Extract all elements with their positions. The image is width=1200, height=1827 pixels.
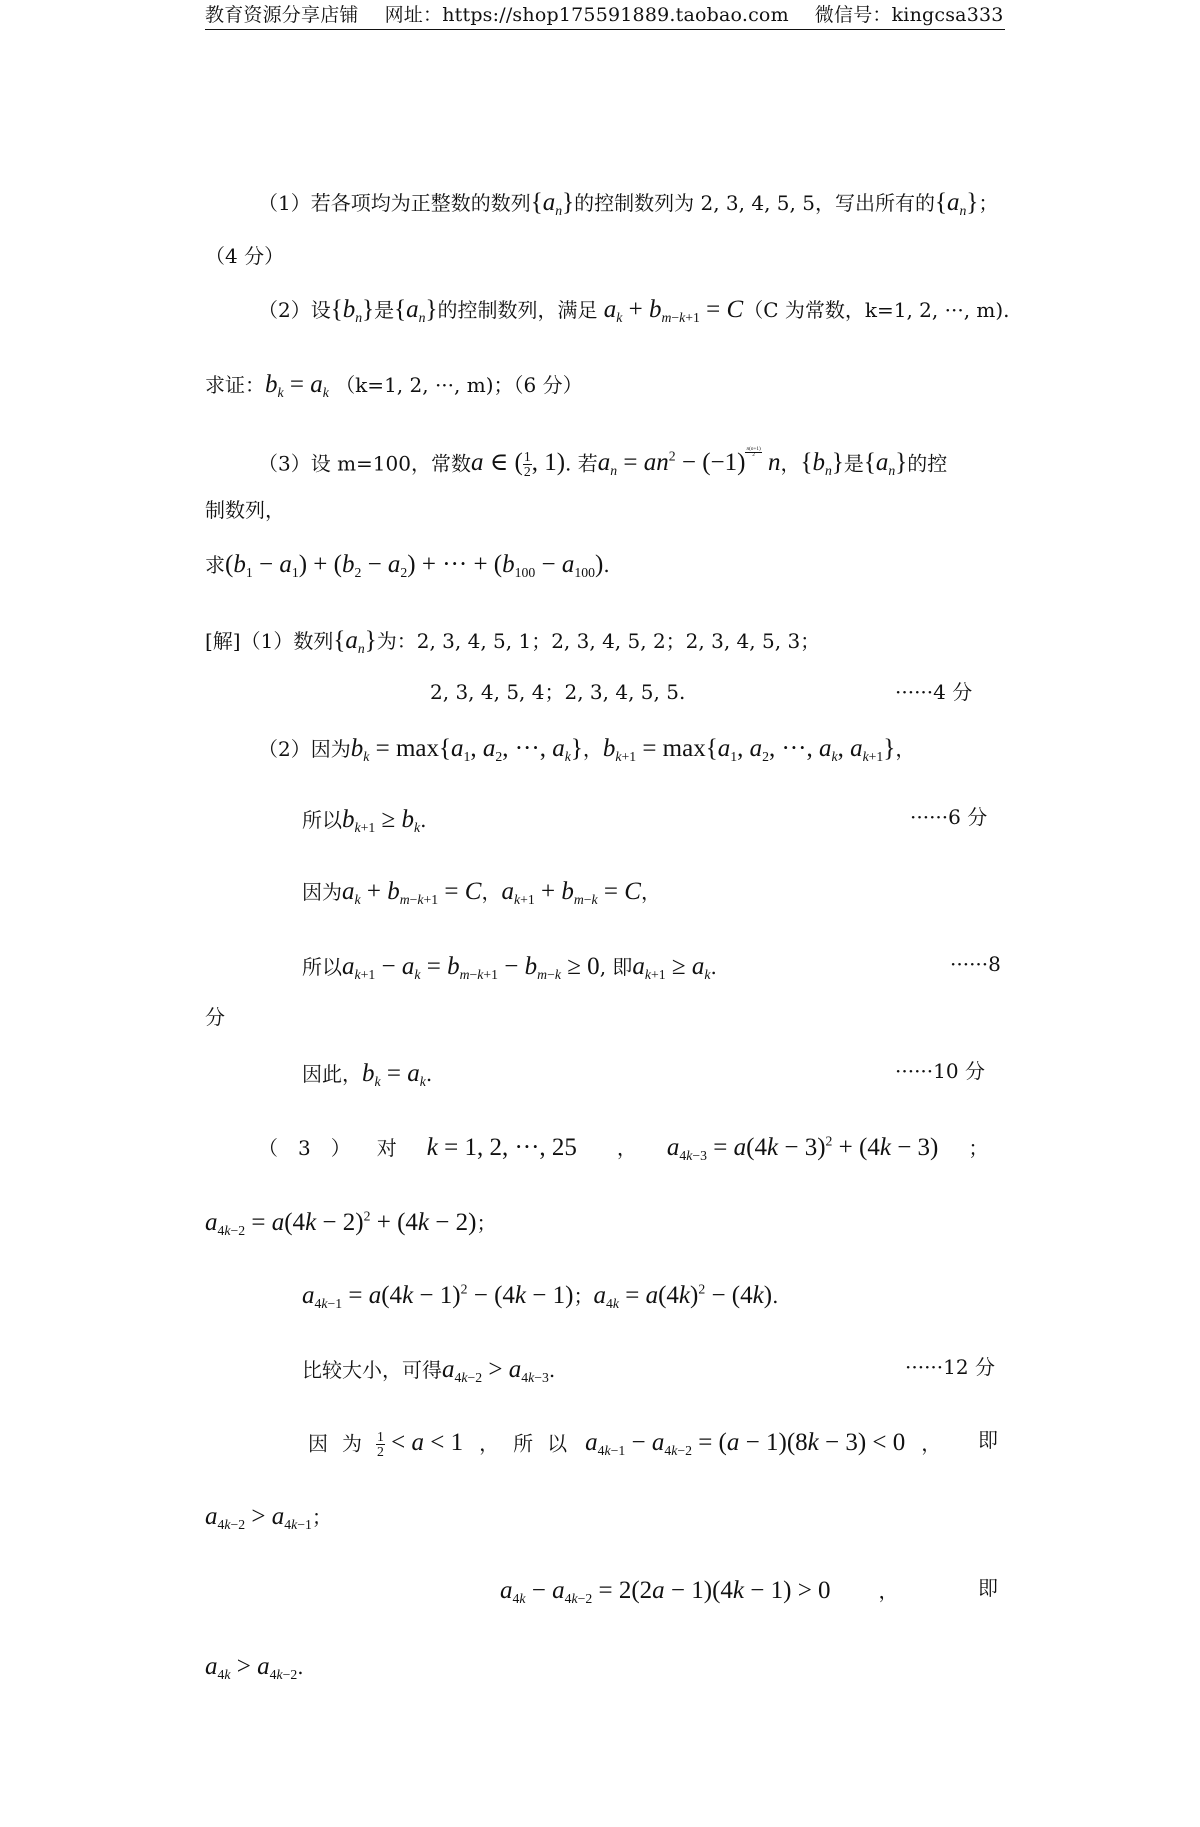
score-8-cont: 分 <box>205 1005 225 1029</box>
sol3-line1: （ 3 ） 对 k = 1, 2, ···, 25 ， $a_{4k-3} = a(4k - 3)^2 + (4k - 3)$ ； <box>258 1133 989 1163</box>
wechat-id: 微信号：kingcsa333 <box>814 4 1004 26</box>
sol2-line4: 所以$a_{k+1} - a_k = b_{m-k+1} - b_{m-k} \ge 0$, 即$a_{k+1} \ge a_k$. <box>302 953 717 982</box>
score-8: ······8 <box>950 952 1001 976</box>
sol2-line1: （2）因为$b_k = \max\{a_1$, $a_2$, ···, $a_k$}，$b_{k+1} = \max\{a_1$, $a_2$, ···, $a_k$, $a_{k+1}$}， <box>258 735 916 764</box>
sol2-line3: 因为$a_k + b_{m-k+1} = C$，$a_{k+1} + b_{m-k} = C$， <box>302 878 661 907</box>
sol1-line2: 2, 3, 4, 5, 4；2, 3, 4, 5, 5. <box>430 680 686 704</box>
math-condition: $a_k + b_{m-k+1} = C$ <box>603 296 744 325</box>
score-6: ······6 分 <box>910 805 988 829</box>
sol2-line5: 因此，$b_k = a_k$. <box>302 1060 433 1089</box>
q1-line: （1）若各项均为正整数的数列$\{a_n\}$的控制数列为 2, 3, 4, 5, 5，写出所有的$\{a_n\}$； <box>258 189 999 218</box>
sol2-line2: 所以$b_{k+1} \ge b_k$. <box>302 806 427 835</box>
score-12: ······12 分 <box>905 1355 995 1379</box>
q1-points: （4 分） <box>205 244 285 268</box>
sol3-line8: $a_{4k} > a_{4k-2}$. <box>205 1653 304 1682</box>
q3-line: （3）设 m=100，常数a ∈ ( $\frac{1}{2}$ , 1). 若$a_n = an^2 - (-1)$ $^{\frac{n(n+1)}{2}}$ n，$\{b_n\}$是$\{a_n\}$的控 <box>258 446 948 480</box>
shop-url: 网址：https://shop175591889.taobao.com <box>384 4 789 26</box>
q2-prove: 求证：$b_k = a_k$ （k=1, 2, ···, m)；（6 分） <box>205 371 583 400</box>
ie-label-1: 即 <box>978 1428 998 1452</box>
q3-ask: 求$(b_1 - a_1) + (b_2 - a_2)$ + ··· + $(b_{100} - a_{100})$. <box>205 551 610 580</box>
sol3-line7: $a_{4k} - a_{4k-2} = 2(2a - 1)(4k - 1) > 0$ ， <box>500 1577 899 1606</box>
sol3-line3: $a_{4k-1} = a(4k - 1)^2 - (4k - 1)$；$a_{4k} = a(4k)^2 - (4k)$. <box>302 1281 779 1311</box>
sol3-line5: 因 为 $\frac{1}{2}$ < a < 1 ， 所 以 $a_{4k-1} - a_{4k-2} = (a - 1)(8k - 3) < 0$ ， <box>308 1429 942 1460</box>
sol3-line2: $a_{4k-2} = a(4k - 2)^2 + (4k - 2)$； <box>205 1208 497 1238</box>
page-header <box>205 0 1005 30</box>
sol3-line6: $a_{4k-2} > a_{4k-1}$； <box>205 1503 332 1532</box>
q3-line2: 制数列， <box>205 498 285 522</box>
q2-line: （2）设$\{b_n\}$是$\{a_n\}$的控制数列，满足 $a_k + b_{m-k+1} = C(C$ 为常数，k=1, 2, ···, m). <box>258 296 1010 325</box>
sol3-line4: 比较大小，可得$a_{4k-2} > a_{4k-3}$. <box>302 1356 556 1385</box>
math-an: $\{a_n\}$ <box>934 189 979 218</box>
shop-name: 教育资源分享店铺 <box>205 4 359 26</box>
sol1-line1: [解]（1）数列$\{a_n\}$为：2, 3, 4, 5, 1；2, 3, 4, 5, 2；2, 3, 4, 5, 3； <box>205 627 821 656</box>
score-4: ······4 分 <box>895 680 973 704</box>
ie-label-2: 即 <box>978 1576 998 1600</box>
score-10: ······10 分 <box>895 1059 985 1083</box>
math-an: $\{a_n\}$ <box>530 189 575 218</box>
